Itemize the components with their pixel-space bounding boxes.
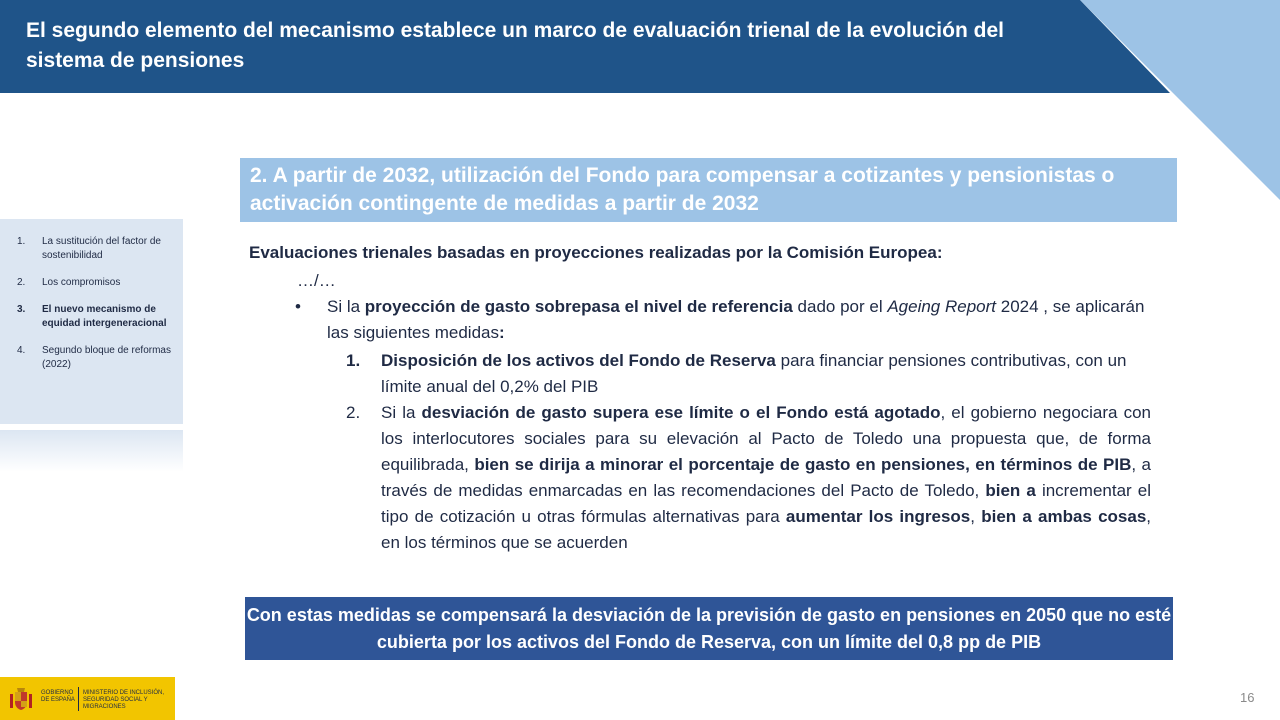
gobierno-label: GOBIERNO DE ESPAÑA (41, 690, 75, 703)
sidebar-item-segundo-bloque[interactable]: 4. Segundo bloque de reformas (2022) (0, 344, 183, 372)
ellipsis-text: …/… (297, 271, 336, 290)
bullet-text: Si la proyección de gasto sobrepasa el nivel de referencia dado por el Ageing Report 2024 , se aplicarán las siguientes medidas: (327, 297, 1145, 342)
list-item-text: Disposición de los activos del Fondo de Reserva para financiar pensiones contributivas, con un límite anual del 0,2% del PIB (381, 351, 1127, 396)
list-number: 1. (346, 351, 361, 370)
sidebar-item-label: La sustitución del factor de sostenibilidad (42, 236, 161, 261)
list-number: 2. (346, 403, 361, 422)
sidebar-item-label: Segundo bloque de reformas (2022) (42, 345, 171, 370)
main-content (249, 240, 1169, 552)
conclusion-text: Con estas medidas se compensará la desviación de la previsión de gasto en pensiones en 2050 que no esté cubierta por los activos del Fondo de Reserva, con un límite del 0,8 pp de PIB (246, 605, 1172, 652)
sidebar-item-label: Los compromisos (42, 277, 121, 288)
sidebar-item-factor-sostenibilidad[interactable]: 1. La sustitución del factor de sostenibilidad (0, 235, 183, 263)
page-title: El segundo elemento del mecanismo establece un marco de evaluación trienal de la evolución del sistema de pensiones (26, 19, 1004, 72)
sidebar-item-compromisos[interactable]: 2. Los compromisos (17, 277, 121, 288)
sidebar-index (0, 219, 183, 424)
list-item-text: Si la desviación de gasto supera ese límite o el Fondo está agotado, el gobierno negociara con los interlocutores sociales para su elevación al Pacto de Toledo una propuesta que, de forma equilibrada, bien se dirija a minorar el porcentaje de gasto en pensiones, en términos de PIB, a través de medidas enmarcadas en las recomendaciones del Pacto de Toledo, bien a incrementar el tipo de cotización u otras fórmulas alternativas para aumentar los ingresos, bien a ambas cosas, en los términos que se acuerden (381, 403, 1152, 552)
page-number: 16 (1240, 690, 1255, 705)
coat-of-arms-icon (8, 686, 34, 712)
sidebar-list (0, 219, 183, 372)
government-logo (0, 677, 175, 720)
sidebar-fade (0, 430, 183, 472)
bullet-icon: • (295, 297, 301, 316)
section-banner (240, 158, 1177, 222)
logo-divider (78, 687, 79, 711)
lead-text: Evaluaciones trienales basadas en proyecciones realizadas por la Comisión Europea: (249, 243, 943, 262)
sidebar-item-label: El nuevo mecanismo de equidad intergeneracional (42, 304, 167, 329)
conclusion-banner (245, 597, 1173, 660)
ministerio-label: MINISTERIO DE INCLUSIÓN, SEGURIDAD SOCIAL Y MIGRACIONES (83, 690, 165, 710)
section-title: 2. A partir de 2032, utilización del Fondo para compensar a cotizantes y pensionistas o activación contingente de medidas a partir de 2032 (250, 164, 1115, 215)
sidebar-item-mecanismo-equidad[interactable]: 3. El nuevo mecanismo de equidad intergeneracional (0, 303, 183, 331)
